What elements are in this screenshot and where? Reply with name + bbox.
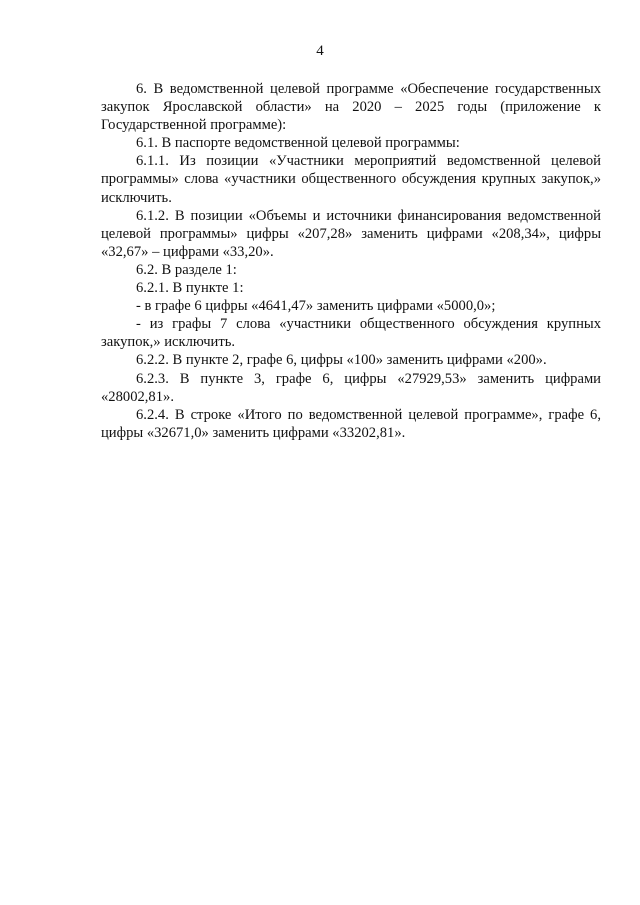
list-item-graph-6: - в графе 6 цифры «4641,47» заменить цифрами «5000,0»;: [136, 298, 496, 315]
paragraph-6-2-1: 6.2.1. В пункте 1:: [136, 280, 244, 297]
paragraph-6-1-2: 6.1.2. В позиции «Объемы и источники финансирования ведомственной целевой программы» цифры «207,28» заменить цифрами «208,34», цифры «32,67» – цифрами «33,20».: [101, 207, 601, 260]
paragraph-6-2-4: 6.2.4. В строке «Итого по ведомственной целевой программе», графе 6, цифры «32671,0» заменить цифрами «33202,81».: [101, 406, 601, 441]
paragraph-6-2-3: 6.2.3. В пункте 3, графе 6, цифры «27929,53» заменить цифрами «28002,81».: [101, 370, 601, 405]
paragraph-6: 6. В ведомственной целевой программе «Обеспечение государственных закупок Ярославской области» на 2020 – 2025 годы (приложение к Государственной программе):: [101, 81, 601, 134]
page-number: 4: [316, 43, 324, 59]
paragraph-6-2-2: 6.2.2. В пункте 2, графе 6, цифры «100» заменить цифрами «200».: [136, 352, 547, 369]
list-item-graph-7: - из графы 7 слова «участники общественного обсуждения крупных закупок,» исключить.: [101, 316, 601, 351]
paragraph-6-1-1: 6.1.1. Из позиции «Участники мероприятий ведомственной целевой программы» слова «участники общественного обсуждения крупных закупок,» исключить.: [101, 153, 601, 206]
document-body: [101, 80, 601, 442]
paragraph-6-1: 6.1. В паспорте ведомственной целевой программы:: [136, 135, 460, 152]
paragraph-6-2: 6.2. В разделе 1:: [136, 261, 237, 278]
